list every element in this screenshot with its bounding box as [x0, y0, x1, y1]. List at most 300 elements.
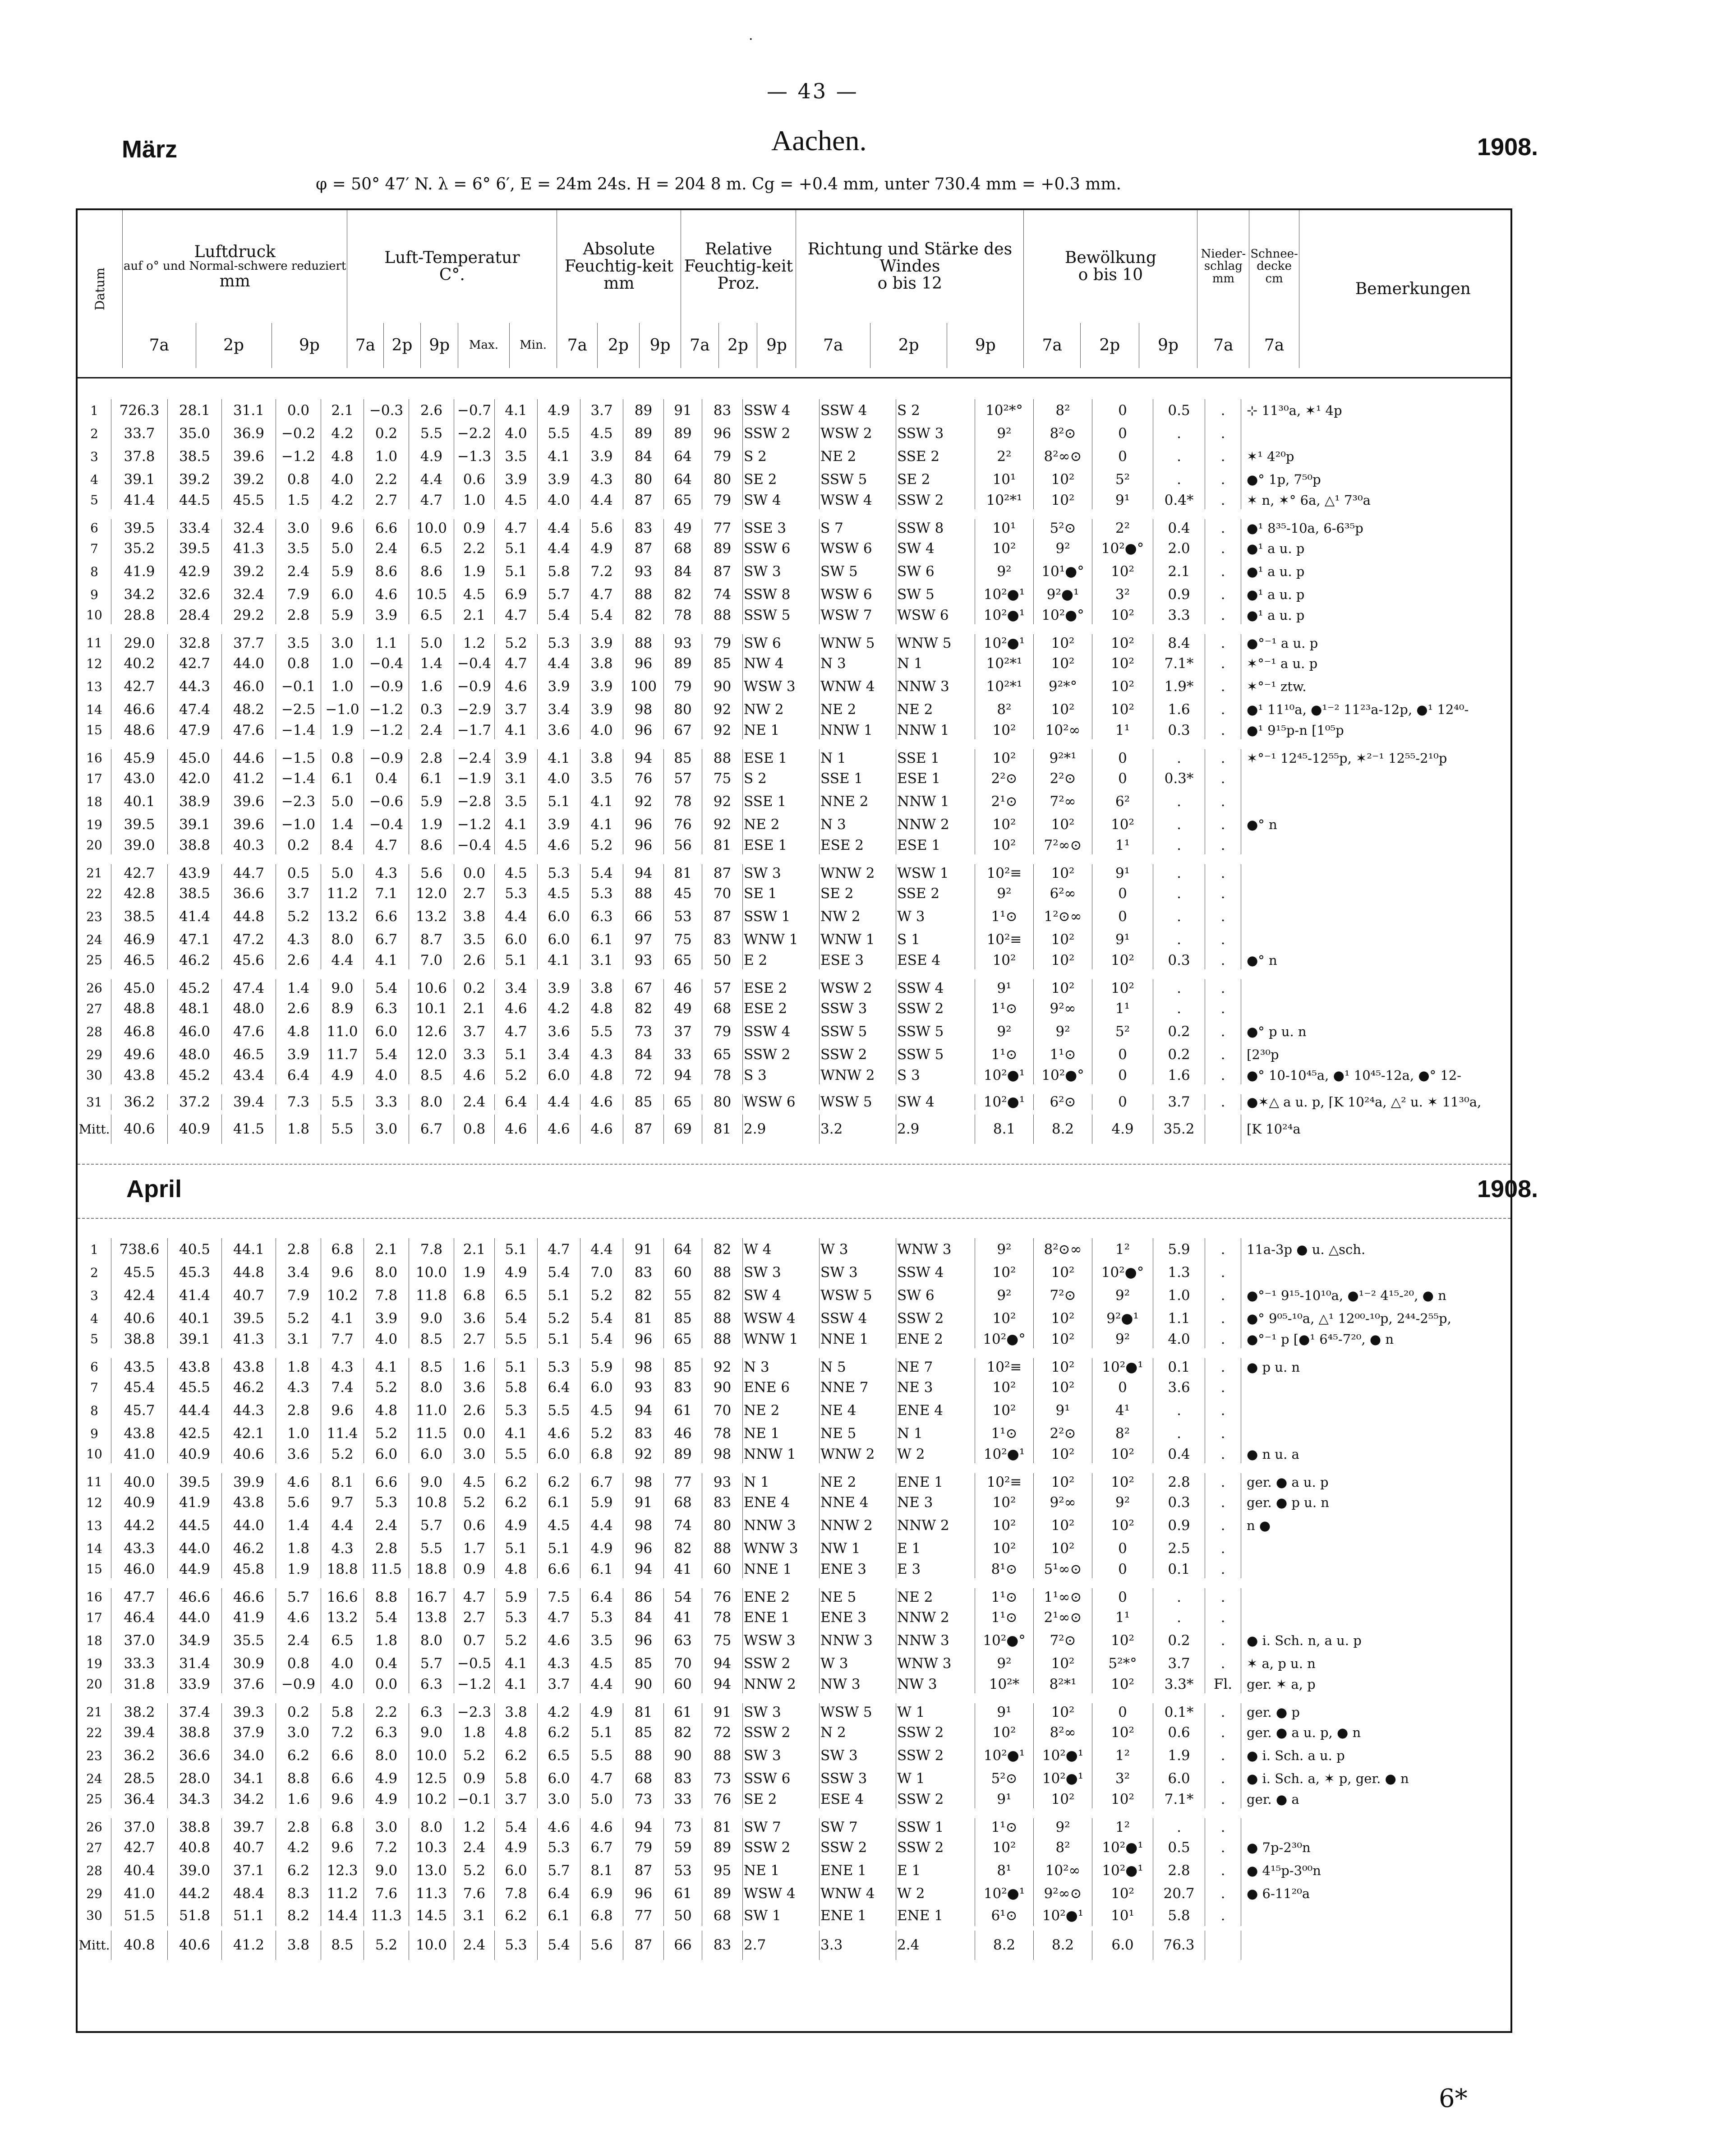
- value-cell: 44.4: [168, 1399, 222, 1422]
- value-cell: 3.8: [495, 1698, 538, 1721]
- value-cell: SSW 5: [896, 1020, 975, 1043]
- value-cell: 1.6: [454, 1353, 495, 1376]
- header-bewoelkung: Bewölkung o bis 10: [1024, 210, 1197, 323]
- value-cell: .: [1205, 1560, 1241, 1583]
- header-max: Max.: [458, 323, 510, 368]
- value-cell: 51.5: [111, 1905, 168, 1928]
- value-cell: 3.2: [820, 1112, 896, 1144]
- value-cell: SSW 2: [743, 422, 820, 445]
- value-cell: 5.2: [321, 1445, 364, 1468]
- value-cell: 5.2: [364, 1928, 409, 1960]
- value-cell: 83: [664, 1767, 702, 1790]
- value-cell: .: [1205, 606, 1241, 629]
- value-cell: 4.4: [580, 1238, 623, 1261]
- day-cell: 30: [86, 1068, 102, 1083]
- value-cell: 5.2: [276, 905, 321, 928]
- value-cell: 30.9: [222, 1652, 276, 1675]
- value-cell: 6.2: [495, 1744, 538, 1767]
- value-cell: 6.8: [321, 1238, 364, 1261]
- remark-cell: ger. ● p u. n: [1241, 1491, 1474, 1514]
- value-cell: WNW 3: [896, 1238, 975, 1261]
- value-cell: .: [1205, 905, 1241, 928]
- value-cell: 45.0: [111, 974, 168, 997]
- day-cell: 19: [86, 817, 102, 832]
- value-cell: 5²: [1092, 468, 1153, 491]
- value-cell: 5²: [1092, 1020, 1153, 1043]
- table-row: [78, 1928, 1473, 1960]
- value-cell: 98: [623, 1353, 664, 1376]
- day-cell: 5: [90, 1332, 98, 1346]
- value-cell: 84: [623, 1606, 664, 1629]
- value-cell: 36.6: [168, 1744, 222, 1767]
- value-cell: 45.6: [222, 951, 276, 974]
- value-cell: NNW 2: [896, 1514, 975, 1537]
- value-cell: 3.5: [580, 767, 623, 790]
- value-cell: W 3: [820, 1652, 896, 1675]
- value-cell: 4.1: [538, 445, 580, 468]
- value-cell: 0.9: [454, 1767, 495, 1790]
- value-cell: WNW 2: [820, 859, 896, 882]
- value-cell: WSW 2: [820, 974, 896, 997]
- day-cell: 5: [90, 493, 98, 507]
- value-cell: S 7: [820, 514, 896, 537]
- value-cell: 0.8: [276, 1652, 321, 1675]
- day-cell: 1: [90, 1242, 98, 1257]
- value-cell: N 3: [743, 1353, 820, 1376]
- value-cell: 0.4: [1153, 514, 1205, 537]
- value-cell: 82: [623, 1284, 664, 1307]
- value-cell: .: [1205, 790, 1241, 813]
- value-cell: 4.1: [495, 813, 538, 836]
- value-cell: ENE 1: [896, 1905, 975, 1928]
- value-cell: 6.0: [321, 583, 364, 606]
- value-cell: −1.0: [276, 813, 321, 836]
- value-cell: E 1: [896, 1859, 975, 1882]
- value-cell: 2.7: [454, 1606, 495, 1629]
- value-cell: 4.4: [538, 1089, 580, 1112]
- value-cell: 0.5: [1153, 399, 1205, 422]
- value-cell: 9.0: [409, 1468, 454, 1491]
- value-cell: 41.4: [168, 1284, 222, 1307]
- value-cell: .: [1205, 1353, 1241, 1376]
- value-cell: 6.5: [495, 1284, 538, 1307]
- value-cell: 2.8: [409, 744, 454, 767]
- day-cell: 24: [86, 1771, 102, 1786]
- value-cell: 76: [664, 813, 702, 836]
- value-cell: NE 3: [896, 1491, 975, 1514]
- header-luftdruck: Luftdruck auf o° und Normal-schwere reduziert mm: [122, 210, 347, 323]
- value-cell: 8²∞: [1034, 1721, 1092, 1744]
- value-cell: 41.2: [222, 1928, 276, 1960]
- value-cell: .: [1205, 468, 1241, 491]
- value-cell: 42.9: [168, 560, 222, 583]
- value-cell: 2.6: [276, 951, 321, 974]
- table-row: [78, 1560, 1473, 1583]
- value-cell: 85: [623, 1089, 664, 1112]
- value-cell: SW 3: [743, 1261, 820, 1284]
- value-cell: −1.4: [276, 721, 321, 744]
- value-cell: 5.1: [538, 1284, 580, 1307]
- value-cell: SE 2: [743, 468, 820, 491]
- value-cell: 93: [623, 1376, 664, 1399]
- value-cell: SSW 2: [896, 1307, 975, 1330]
- value-cell: 53: [664, 905, 702, 928]
- day-cell: 9: [90, 1426, 98, 1441]
- value-cell: 9¹: [975, 1790, 1034, 1813]
- value-cell: 33: [664, 1790, 702, 1813]
- value-cell: SW 3: [743, 1744, 820, 1767]
- value-cell: 37.4: [168, 1698, 222, 1721]
- value-cell: 35.5: [222, 1629, 276, 1652]
- value-cell: 10²: [1034, 1353, 1092, 1376]
- table-row: [78, 1859, 1473, 1882]
- value-cell: 32.4: [222, 583, 276, 606]
- value-cell: 4.9: [495, 1514, 538, 1537]
- value-cell: 64: [664, 445, 702, 468]
- value-cell: 3.7: [580, 399, 623, 422]
- value-cell: 40.6: [168, 1928, 222, 1960]
- value-cell: .: [1205, 1307, 1241, 1330]
- value-cell: 91: [623, 1238, 664, 1261]
- value-cell: .: [1205, 997, 1241, 1020]
- value-cell: 5.4: [364, 974, 409, 997]
- value-cell: 10²: [1034, 698, 1092, 721]
- value-cell: 8.2: [975, 1928, 1034, 1960]
- value-cell: 87: [623, 491, 664, 514]
- value-cell: NE 7: [896, 1353, 975, 1376]
- value-cell: 41.9: [111, 560, 168, 583]
- value-cell: 10²: [1092, 1629, 1153, 1652]
- value-cell: 31.8: [111, 1675, 168, 1698]
- value-cell: 10²: [1034, 1307, 1092, 1330]
- table-row: [78, 1606, 1473, 1629]
- value-cell: 40.7: [222, 1836, 276, 1859]
- value-cell: 4.9: [580, 537, 623, 560]
- value-cell: SW 4: [896, 537, 975, 560]
- value-cell: 5.5: [409, 422, 454, 445]
- value-cell: 10²: [1034, 1330, 1092, 1353]
- remark-cell: ● 4¹⁵p-3⁰⁰n: [1241, 1859, 1474, 1882]
- value-cell: 44.5: [168, 1514, 222, 1537]
- value-cell: SE 2: [743, 1790, 820, 1813]
- value-cell: 6.0: [580, 1376, 623, 1399]
- value-cell: 38.9: [168, 790, 222, 813]
- value-cell: NE 5: [820, 1422, 896, 1445]
- value-cell: 3²: [1092, 583, 1153, 606]
- table-row: [78, 1376, 1473, 1399]
- value-cell: 94: [702, 1675, 743, 1698]
- value-cell: 9¹: [1092, 491, 1153, 514]
- value-cell: 66: [664, 1928, 702, 1960]
- value-cell: 6.4: [538, 1882, 580, 1905]
- value-cell: 10²: [1092, 951, 1153, 974]
- value-cell: 38.2: [111, 1698, 168, 1721]
- day-cell: 19: [86, 1656, 102, 1671]
- value-cell: 44.6: [222, 744, 276, 767]
- value-cell: ENE 1: [820, 1859, 896, 1882]
- value-cell: 87: [623, 1859, 664, 1882]
- value-cell: SSW 2: [896, 1744, 975, 1767]
- header-temperatur: Luft-Temperatur C°.: [347, 210, 557, 323]
- value-cell: SSW 8: [743, 583, 820, 606]
- value-cell: 77: [664, 1468, 702, 1491]
- header-rule: [78, 377, 1510, 378]
- value-cell: .: [1205, 583, 1241, 606]
- value-cell: .: [1153, 882, 1205, 905]
- value-cell: 85: [664, 744, 702, 767]
- value-cell: 67: [664, 721, 702, 744]
- value-cell: 0.0: [454, 859, 495, 882]
- value-cell: 3.5: [495, 445, 538, 468]
- value-cell: 46.9: [111, 928, 168, 951]
- value-cell: 8.5: [409, 1066, 454, 1089]
- value-cell: 72: [702, 1721, 743, 1744]
- value-cell: 39.0: [111, 836, 168, 859]
- table-row: [78, 1721, 1473, 1744]
- value-cell: 46.2: [222, 1537, 276, 1560]
- value-cell: 1²: [1092, 1744, 1153, 1767]
- value-cell: SW 4: [743, 491, 820, 514]
- value-cell: 93: [623, 951, 664, 974]
- value-cell: 1²: [1092, 1813, 1153, 1836]
- value-cell: 28.4: [168, 606, 222, 629]
- remark-cell: ●°⁻¹ 9¹⁵-10¹⁰a, ●¹⁻² 4¹⁵-²⁰, ● n: [1241, 1284, 1474, 1307]
- value-cell: 10²: [975, 744, 1034, 767]
- value-cell: 12.3: [321, 1859, 364, 1882]
- value-cell: 4.4: [538, 514, 580, 537]
- value-cell: 87: [623, 1928, 664, 1960]
- value-cell: 3.9: [538, 974, 580, 997]
- value-cell: 8.0: [321, 928, 364, 951]
- value-cell: 3.5: [454, 928, 495, 951]
- value-cell: 5.3: [495, 1928, 538, 1960]
- value-cell: 5.7: [409, 1514, 454, 1537]
- value-cell: .: [1205, 836, 1241, 859]
- value-cell: 1.8: [276, 1537, 321, 1560]
- value-cell: ENE 1: [896, 1468, 975, 1491]
- value-cell: 0: [1092, 1066, 1153, 1089]
- value-cell: NNW 2: [896, 1606, 975, 1629]
- table-row: [78, 1698, 1473, 1721]
- value-cell: 4.6: [454, 1066, 495, 1089]
- value-cell: 37.7: [222, 629, 276, 652]
- value-cell: 48.6: [111, 721, 168, 744]
- value-cell: 0.2: [364, 422, 409, 445]
- value-cell: 8.1: [580, 1859, 623, 1882]
- value-cell: WNW 3: [896, 1652, 975, 1675]
- remark-cell: [1241, 790, 1483, 813]
- remark-cell: [1241, 1422, 1474, 1445]
- value-cell: −1.5: [276, 744, 321, 767]
- value-cell: 75: [702, 1629, 743, 1652]
- value-cell: Fl.: [1205, 1675, 1241, 1698]
- value-cell: 94: [623, 744, 664, 767]
- value-cell: .: [1205, 675, 1241, 698]
- value-cell: 86: [623, 1583, 664, 1606]
- value-cell: 3.9: [538, 813, 580, 836]
- value-cell: 44.0: [222, 1514, 276, 1537]
- value-cell: 3.3: [454, 1043, 495, 1066]
- value-cell: SW 7: [743, 1813, 820, 1836]
- value-cell: 9²: [975, 560, 1034, 583]
- value-cell: 37.9: [222, 1721, 276, 1744]
- value-cell: WSW 4: [743, 1307, 820, 1330]
- value-cell: 5.0: [321, 537, 364, 560]
- value-cell: 39.5: [222, 1307, 276, 1330]
- value-cell: 5.3: [538, 1836, 580, 1859]
- value-cell: 3.9: [580, 675, 623, 698]
- value-cell: 5.7: [276, 1583, 321, 1606]
- value-cell: 1.0: [364, 445, 409, 468]
- value-cell: 4.7: [538, 1238, 580, 1261]
- value-cell: 3.7: [538, 1675, 580, 1698]
- value-cell: 3.5: [495, 790, 538, 813]
- value-cell: 6.0: [495, 1859, 538, 1882]
- value-cell: 42.4: [111, 1284, 168, 1307]
- value-cell: 2.5: [1153, 1537, 1205, 1560]
- value-cell: 35.0: [168, 422, 222, 445]
- value-cell: SSE 2: [896, 882, 975, 905]
- value-cell: NW 3: [820, 1675, 896, 1698]
- day-cell: 14: [86, 1541, 102, 1556]
- value-cell: −2.8: [454, 790, 495, 813]
- value-cell: 1¹⊙: [1034, 1043, 1092, 1066]
- value-cell: 9²: [1092, 1284, 1153, 1307]
- value-cell: 82: [702, 1238, 743, 1261]
- value-cell: WSW 3: [743, 1629, 820, 1652]
- day-cell: 6: [90, 521, 98, 535]
- value-cell: 41.3: [222, 537, 276, 560]
- value-cell: 37.0: [111, 1629, 168, 1652]
- header-t7: 7a: [347, 323, 383, 368]
- value-cell: 4.8: [276, 1020, 321, 1043]
- value-cell: NNW 3: [820, 1629, 896, 1652]
- table-row: [78, 1491, 1473, 1514]
- value-cell: 5.2: [495, 1066, 538, 1089]
- value-cell: 87: [702, 905, 743, 928]
- value-cell: NNW 2: [743, 1675, 820, 1698]
- value-cell: 8.6: [409, 836, 454, 859]
- value-cell: 39.2: [168, 468, 222, 491]
- value-cell: 5.1: [495, 560, 538, 583]
- value-cell: 59: [664, 1836, 702, 1859]
- value-cell: 0.0: [276, 399, 321, 422]
- value-cell: 12.6: [409, 1020, 454, 1043]
- value-cell: 49: [664, 997, 702, 1020]
- value-cell: 45.8: [222, 1560, 276, 1583]
- remark-cell: [1241, 997, 1483, 1020]
- value-cell: 10²●¹: [975, 1445, 1034, 1468]
- value-cell: 5.2: [364, 1422, 409, 1445]
- table-row: [78, 1790, 1473, 1813]
- value-cell: 41.4: [168, 905, 222, 928]
- header-n7: 7a: [1197, 323, 1249, 368]
- value-cell: 10²*¹: [975, 491, 1034, 514]
- value-cell: 0.8: [454, 1112, 495, 1144]
- value-cell: 9¹: [1092, 859, 1153, 882]
- value-cell: 43.8: [222, 1353, 276, 1376]
- value-cell: 3.0: [321, 629, 364, 652]
- page-number: — 43 —: [767, 79, 859, 103]
- value-cell: 10²: [1034, 928, 1092, 951]
- day-cell: 27: [86, 1840, 102, 1855]
- remark-cell: ●° 10-10⁴⁵a, ●¹ 10⁴⁵-12a, ●° 12-: [1241, 1066, 1483, 1089]
- value-cell: NNW 1: [896, 790, 975, 813]
- remark-cell: ● 6-11²⁰a: [1241, 1882, 1474, 1905]
- header-b7: 7a: [1024, 323, 1081, 368]
- value-cell: SW 6: [743, 629, 820, 652]
- value-cell: NNW 3: [896, 675, 975, 698]
- value-cell: 4.6: [538, 1422, 580, 1445]
- value-cell: 0: [1092, 1583, 1153, 1606]
- value-cell: 47.9: [168, 721, 222, 744]
- value-cell: 5.8: [495, 1376, 538, 1399]
- value-cell: 0.2: [276, 1698, 321, 1721]
- value-cell: 10²: [1034, 813, 1092, 836]
- value-cell: 50: [702, 951, 743, 974]
- value-cell: 1.8: [364, 1629, 409, 1652]
- value-cell: ESE 1: [896, 836, 975, 859]
- value-cell: 8²∞⊙: [1034, 445, 1092, 468]
- value-cell: 3.9: [364, 1307, 409, 1330]
- value-cell: .: [1153, 1399, 1205, 1422]
- value-cell: 39.1: [168, 813, 222, 836]
- value-cell: 0.2: [454, 974, 495, 997]
- value-cell: 4.0: [538, 767, 580, 790]
- value-cell: 40.4: [111, 1859, 168, 1882]
- value-cell: 1.0: [1153, 1284, 1205, 1307]
- value-cell: 81: [623, 1307, 664, 1330]
- value-cell: 80: [702, 1089, 743, 1112]
- value-cell: WNW 3: [743, 1537, 820, 1560]
- value-cell: WNW 1: [820, 928, 896, 951]
- value-cell: 75: [664, 928, 702, 951]
- value-cell: 6.0: [495, 928, 538, 951]
- value-cell: 5.3: [364, 1491, 409, 1514]
- remark-cell: [1241, 1813, 1474, 1836]
- value-cell: NE 5: [820, 1583, 896, 1606]
- value-cell: 93: [702, 1468, 743, 1491]
- value-cell: 10²: [975, 721, 1034, 744]
- value-cell: −0.1: [276, 675, 321, 698]
- value-cell: 4.3: [276, 928, 321, 951]
- table-row: [78, 1468, 1473, 1491]
- value-cell: −0.9: [364, 744, 409, 767]
- value-cell: 9²: [1034, 1020, 1092, 1043]
- value-cell: .: [1205, 1652, 1241, 1675]
- value-cell: 53: [664, 1859, 702, 1882]
- value-cell: 37.0: [111, 1813, 168, 1836]
- value-cell: 2.6: [454, 1399, 495, 1422]
- day-cell: 23: [86, 909, 102, 924]
- value-cell: 3.7: [454, 1020, 495, 1043]
- value-cell: −2.3: [454, 1698, 495, 1721]
- value-cell: S 2: [743, 445, 820, 468]
- value-cell: 0.2: [1153, 1043, 1205, 1066]
- value-cell: 10¹: [1092, 1905, 1153, 1928]
- value-cell: 88: [702, 1307, 743, 1330]
- value-cell: 10.0: [409, 1744, 454, 1767]
- value-cell: 0: [1092, 1698, 1153, 1721]
- value-cell: 33.7: [111, 422, 168, 445]
- remark-cell: [1241, 859, 1483, 882]
- value-cell: 5.4: [538, 1261, 580, 1284]
- value-cell: 44.0: [168, 1537, 222, 1560]
- value-cell: 12.0: [409, 882, 454, 905]
- value-cell: 34.2: [222, 1790, 276, 1813]
- value-cell: .: [1205, 629, 1241, 652]
- value-cell: 4.0: [364, 1330, 409, 1353]
